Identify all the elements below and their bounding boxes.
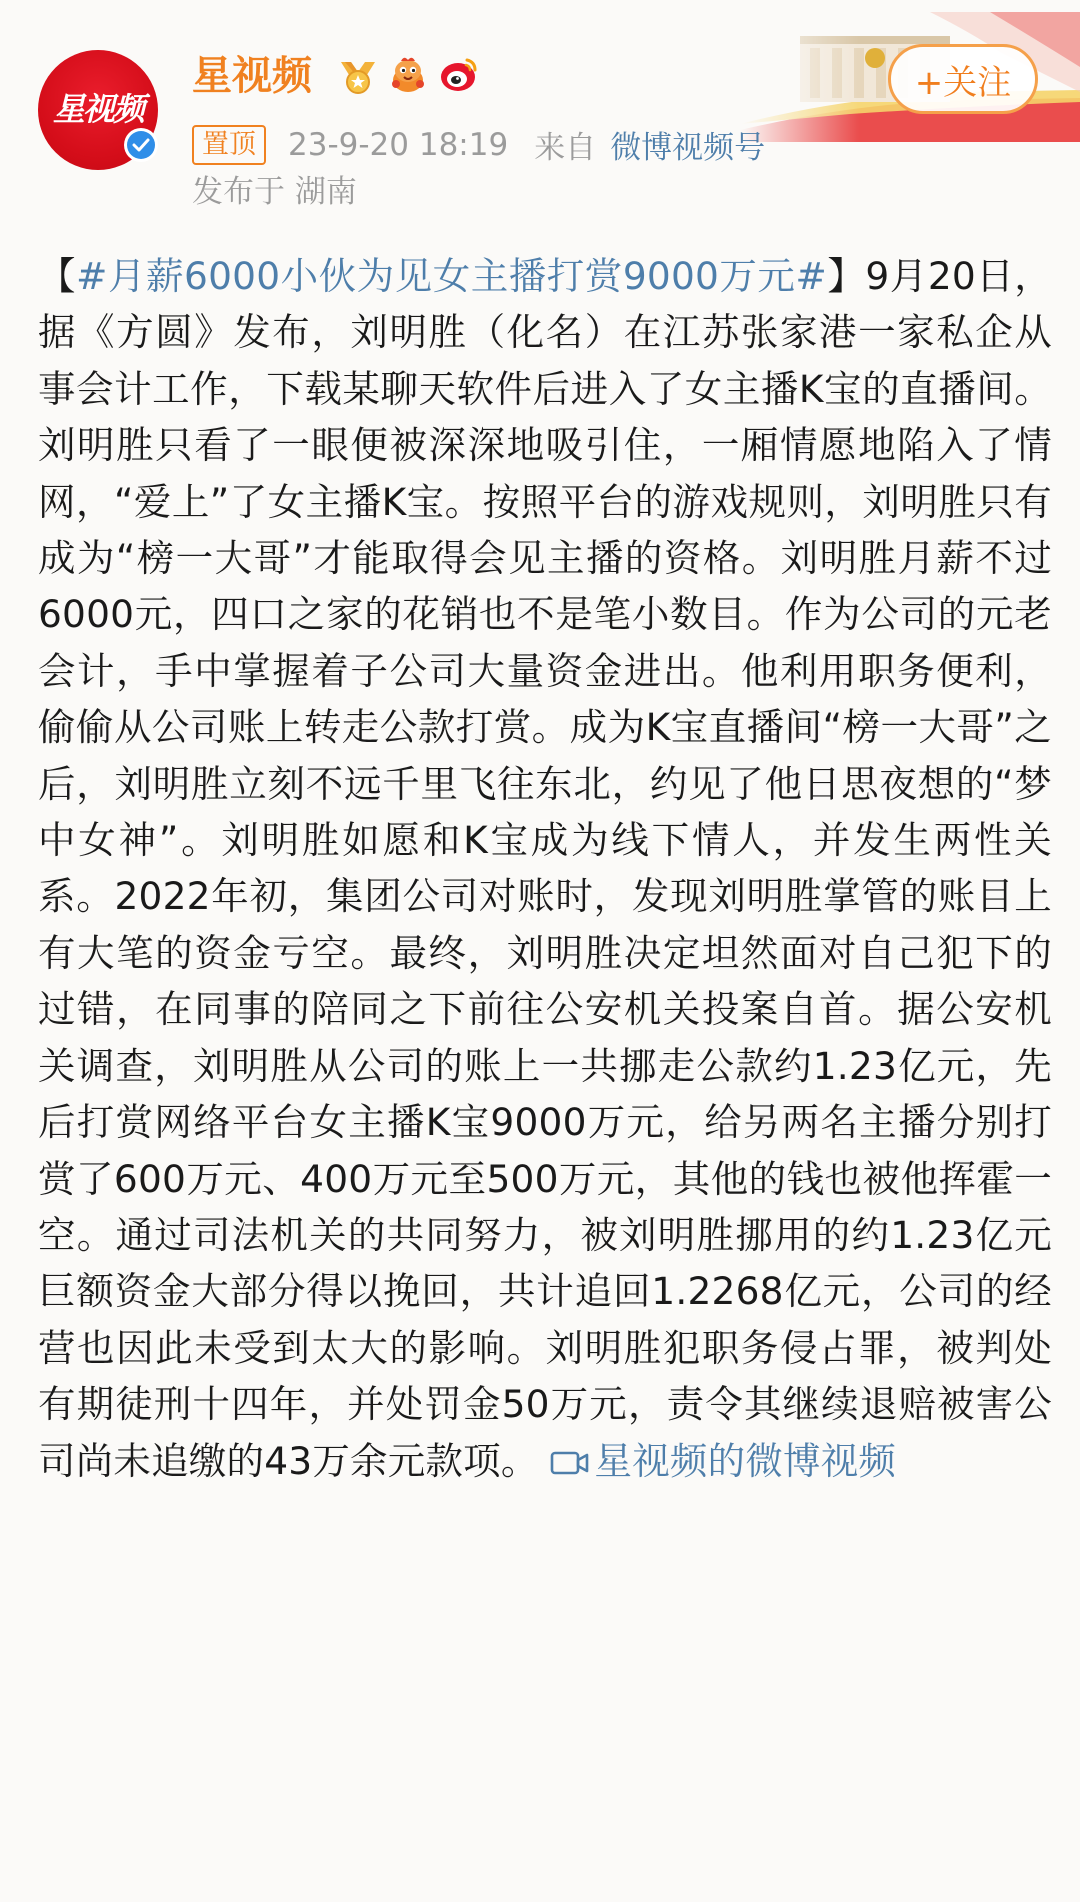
weibo-icon <box>437 54 479 96</box>
bracket-open: 【 <box>38 254 77 298</box>
follow-button[interactable]: +关注 <box>888 44 1038 114</box>
pinned-badge: 置顶 <box>192 125 266 165</box>
hashtag-link[interactable]: #月薪6000小伙为见女主播打赏9000万元# <box>76 254 828 298</box>
user-name[interactable]: 星视频 <box>192 53 312 99</box>
user-badges <box>337 54 479 96</box>
medal-icon <box>337 54 379 96</box>
avatar-logo: 星视频 <box>52 90 143 128</box>
source-prefix: 来自 <box>534 130 597 166</box>
verified-icon <box>124 128 158 162</box>
mascot-icon <box>387 54 429 96</box>
post-header <box>0 0 1080 215</box>
post-location: 发布于 湖南 <box>192 174 357 210</box>
post-content <box>38 248 1052 1489</box>
source-link[interactable]: 微博视频号 <box>610 130 766 166</box>
video-icon <box>549 1447 591 1477</box>
post-meta <box>192 122 765 167</box>
video-link[interactable] <box>539 1439 897 1483</box>
post-body-text: 9月20日，据《方圆》发布，刘明胜（化名）在江苏张家港一家私企从事会计工作，下载某聊天软件后进入了女主播K宝的直播间。刘明胜只看了一眼便被深深地吸引住，一厢情愿地陷入了情网，“爱上”了女主播K宝。按照平台的游戏规则，刘明胜只有成为“榜一大哥”才能取得会见主播的资格。刘明胜月薪不过6000元，四口之家的花销也不是笔小数目。作为公司的元老会计，手中掌握着子公司大量资金进出。他利用职务便利，偷偷从公司账上转走公款打赏。成为K宝直播间“榜一大哥”之后，刘明胜立刻不远千里飞往东北，约见了他日思夜想的“梦中女神”。刘明胜如愿和K宝成为线下情人，并发生两性关系。2022年初，集团公司对账时，发现刘明胜掌管的账目上有大笔的资金亏空。最终，刘明胜决定坦然面对自己犯下的过错，在同事的陪同之下前往公安机关投案自首。据公安机关调查，刘明胜从公司的账上一共挪走公款约1.23亿元，先后打赏网络平台女主播K宝9000万元，给另两名主播分别打赏了600万元、400万元至500万元，其他的钱也被他挥霍一空。通过司法机关的共同努力，被刘明胜挪用的约1.23亿元巨额资金大部分得以挽回，共计追回1.2268亿元，公司的经营也因此未受到太大的影响。刘明胜犯职务侵占罪，被判处有期徒刑十四年，并处罚金50万元，责令其继续退赔被害公司尚未追缴的43万余元款项。 <box>38 254 1053 1483</box>
post-timestamp: 23-9-20 18:19 <box>288 126 509 163</box>
video-link-label: 星视频的微博视频 <box>594 1438 897 1483</box>
bracket-close: 】 <box>827 254 866 298</box>
